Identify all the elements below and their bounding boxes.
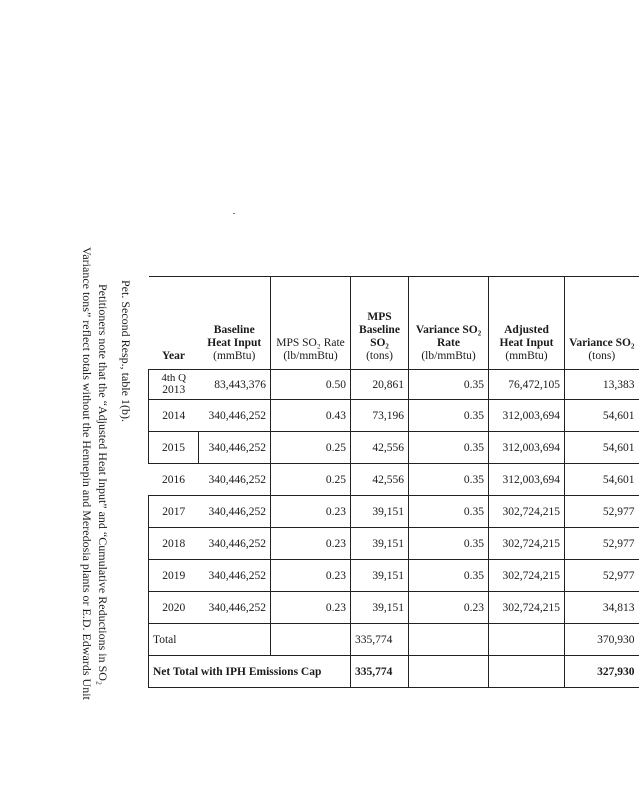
variance-tons-cell: 34,813 [565,592,639,624]
variance-rate-cell: 0.35 [409,464,489,496]
mps-rate-cell: 0.23 [271,496,351,528]
table-row [149,464,639,496]
adjusted-heat-cell: 312,003,694 [489,464,565,496]
mps-tons-cell: 39,151 [351,496,409,528]
note-line-1: Petitioners note that the “Adjusted Heat Input” and “Cumulative Reductions in SO₂ [96,284,110,686]
source-citation: Pet. Second Resp., table 1(b). [119,280,133,422]
table-row [149,592,639,624]
table-row [149,496,639,528]
adjusted-heat-cell: 302,724,215 [489,528,565,560]
net-total-mps-tons: 335,774 [351,656,409,688]
table-row [149,560,639,592]
table-row [149,528,639,560]
adjusted-heat-cell: 312,003,694 [489,432,565,464]
mps-tons-cell: 39,151 [351,592,409,624]
mps-tons-cell: 20,861 [351,370,409,400]
mps-tons-cell: 42,556 [351,464,409,496]
variance-rate-cell: 0.35 [409,370,489,400]
variance-rate-cell: 0.23 [409,592,489,624]
table-row [149,432,639,464]
empty-cell [271,624,351,656]
empty-cell [489,656,565,688]
baseline-cell: 340,446,252 [208,505,266,518]
table-row [149,370,639,400]
baseline-cell: 340,446,252 [208,569,266,582]
year-cell: 4th Q 2013 [149,370,199,400]
net-total-label: Net Total with IPH Emissions Cap [149,656,351,688]
table-row [149,400,639,432]
header-variance-rate: Variance SO₂ Rate (lb/mmBtu) [409,277,489,370]
year-cell: 2020 [149,592,199,624]
total-row [149,624,639,656]
adjusted-heat-cell: 302,724,215 [489,496,565,528]
baseline-cell: 83,443,376 [214,378,266,391]
header-baseline-heat: Baseline Heat Input (mmBtu) [199,277,271,370]
baseline-cell: 340,446,252 [208,601,266,614]
baseline-cell: 340,446,252 [208,473,266,486]
variance-rate-cell: 0.35 [409,560,489,592]
mps-rate-cell: 0.23 [271,560,351,592]
mps-rate-cell: 0.23 [271,528,351,560]
mps-rate-cell: 0.43 [271,400,351,432]
variance-tons-cell: 52,977 [565,528,639,560]
adjusted-heat-cell: 76,472,105 [489,370,565,400]
empty-cell [409,656,489,688]
variance-tons-cell: 54,601 [565,464,639,496]
mps-tons-cell: 39,151 [351,560,409,592]
adjusted-heat-cell: 302,724,215 [489,592,565,624]
variance-rate-cell: 0.35 [409,496,489,528]
mps-tons-cell: 42,556 [351,432,409,464]
variance-rate-cell: 0.35 [409,400,489,432]
mps-rate-cell: 0.23 [271,592,351,624]
variance-tons-cell: 54,601 [565,432,639,464]
header-mps-baseline: MPS Baseline SO₂ (tons) [351,277,409,370]
note-line-2: Variance tons” reflect totals without the Hennepin and Meredosia plants or E.D. Edwards Unit [80,247,94,700]
year-cell: 2015 [149,432,199,464]
scan-speck [233,213,235,214]
total-mps-tons: 335,774 [351,624,409,656]
variance-tons-cell: 52,977 [565,560,639,592]
header-adjusted-heat: Adjusted Heat Input (mmBtu) [489,277,565,370]
variance-tons-cell: 13,383 [565,370,639,400]
mps-rate-cell: 0.25 [271,464,351,496]
mps-tons-cell: 39,151 [351,528,409,560]
variance-tons-cell: 52,977 [565,496,639,528]
empty-cell [409,624,489,656]
mps-rate-cell: 0.50 [271,370,351,400]
header-mps-rate: MPS SO₂ Rate (lb/mmBtu) [271,277,351,370]
empty-cell [199,624,271,656]
year-cell: 2016 [162,473,185,486]
mps-rate-cell: 0.25 [271,432,351,464]
baseline-cell: 340,446,252 [199,432,271,464]
year-cell: 2018 [149,528,199,560]
heat-input-table [148,276,639,688]
adjusted-heat-cell: 302,724,215 [489,560,565,592]
adjusted-heat-cell: 312,003,694 [489,400,565,432]
variance-rate-cell: 0.35 [409,528,489,560]
header-year: Year [149,277,199,370]
variance-rate-cell: 0.35 [409,432,489,464]
net-total-row [149,656,639,688]
total-label: Total [149,624,199,656]
header-variance-so2: Variance SO₂ (tons) [565,277,639,370]
year-cell: 2019 [149,560,199,592]
mps-tons-cell: 73,196 [351,400,409,432]
variance-tons-cell: 54,601 [565,400,639,432]
total-variance-tons: 370,930 [565,624,639,656]
net-total-variance-tons: 327,930 [565,656,639,688]
year-cell: 2014 [149,400,199,432]
baseline-cell: 340,446,252 [208,409,266,422]
year-cell: 2017 [149,496,199,528]
baseline-cell: 340,446,252 [208,537,266,550]
empty-cell [489,624,565,656]
